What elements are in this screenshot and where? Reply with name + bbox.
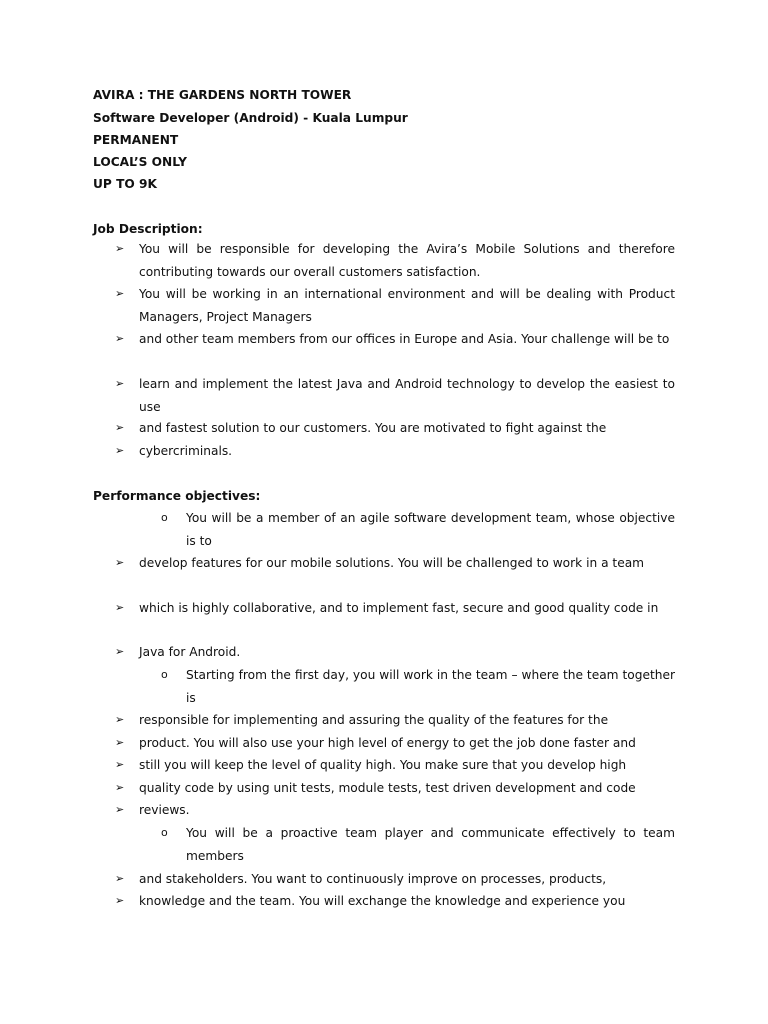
list-item: Starting from the first day, you will work in the team – where the team together is: [186, 668, 675, 705]
arrow-bullet-icon: ➢: [115, 872, 125, 885]
arrow-bullet-icon: ➢: [115, 444, 125, 457]
salary-line: UP TO 9K: [93, 177, 157, 191]
list-item: reviews.: [139, 803, 190, 817]
list-item: responsible for implementing and assuring the quality of the features for the: [139, 713, 609, 727]
arrow-bullet-icon: ➢: [115, 645, 125, 658]
list-item: and other team members from our offices in Europe and Asia. Your challenge will be to: [139, 332, 670, 346]
list-item: product. You will also use your high level of energy to get the job done faster and: [139, 736, 636, 750]
list-item: Java for Android.: [139, 645, 241, 659]
arrow-bullet-icon: ➢: [115, 736, 125, 749]
list-item: You will be a member of an agile software development team, whose objective is to: [186, 511, 675, 548]
circle-bullet-icon: o: [161, 511, 168, 524]
position-line: Software Developer (Android) - Kuala Lumpur: [93, 111, 408, 125]
list-item: cybercriminals.: [139, 444, 233, 458]
circle-bullet-icon: o: [161, 826, 168, 839]
arrow-bullet-icon: ➢: [115, 713, 125, 726]
arrow-bullet-icon: ➢: [115, 894, 125, 907]
arrow-bullet-icon: ➢: [115, 287, 125, 300]
list-item: and fastest solution to our customers. You are motivated to fight against the: [139, 421, 607, 435]
employment-type-line: PERMANENT: [93, 133, 179, 147]
job-description-heading: Job Description:: [93, 222, 203, 236]
list-item: You will be working in an international environment and will be dealing with Product Managers, Project Managers: [139, 287, 675, 324]
arrow-bullet-icon: ➢: [115, 758, 125, 771]
eligibility-line: LOCAL’S ONLY: [93, 155, 187, 169]
arrow-bullet-icon: ➢: [115, 242, 125, 255]
list-item: You will be responsible for developing the Avira’s Mobile Solutions and therefore contributing towards our overall customers satisfaction.: [139, 242, 675, 279]
list-item: learn and implement the latest Java and Android technology to develop the easiest to use: [139, 377, 675, 414]
circle-bullet-icon: o: [161, 668, 168, 681]
list-item: which is highly collaborative, and to implement fast, secure and good quality code in: [139, 601, 659, 615]
arrow-bullet-icon: ➢: [115, 377, 125, 390]
performance-heading: Performance objectives:: [93, 489, 261, 503]
list-item: develop features for our mobile solutions. You will be challenged to work in a team: [139, 556, 645, 570]
list-item: and stakeholders. You want to continuously improve on processes, products,: [139, 872, 607, 886]
arrow-bullet-icon: ➢: [115, 332, 125, 345]
list-item: You will be a proactive team player and communicate effectively to team members: [186, 826, 675, 863]
list-item: quality code by using unit tests, module tests, test driven development and code: [139, 781, 636, 795]
list-item: knowledge and the team. You will exchange the knowledge and experience you: [139, 894, 626, 908]
arrow-bullet-icon: ➢: [115, 601, 125, 614]
company-line: AVIRA : THE GARDENS NORTH TOWER: [93, 88, 352, 102]
arrow-bullet-icon: ➢: [115, 556, 125, 569]
list-item: still you will keep the level of quality high. You make sure that you develop high: [139, 758, 627, 772]
arrow-bullet-icon: ➢: [115, 421, 125, 434]
arrow-bullet-icon: ➢: [115, 803, 125, 816]
arrow-bullet-icon: ➢: [115, 781, 125, 794]
